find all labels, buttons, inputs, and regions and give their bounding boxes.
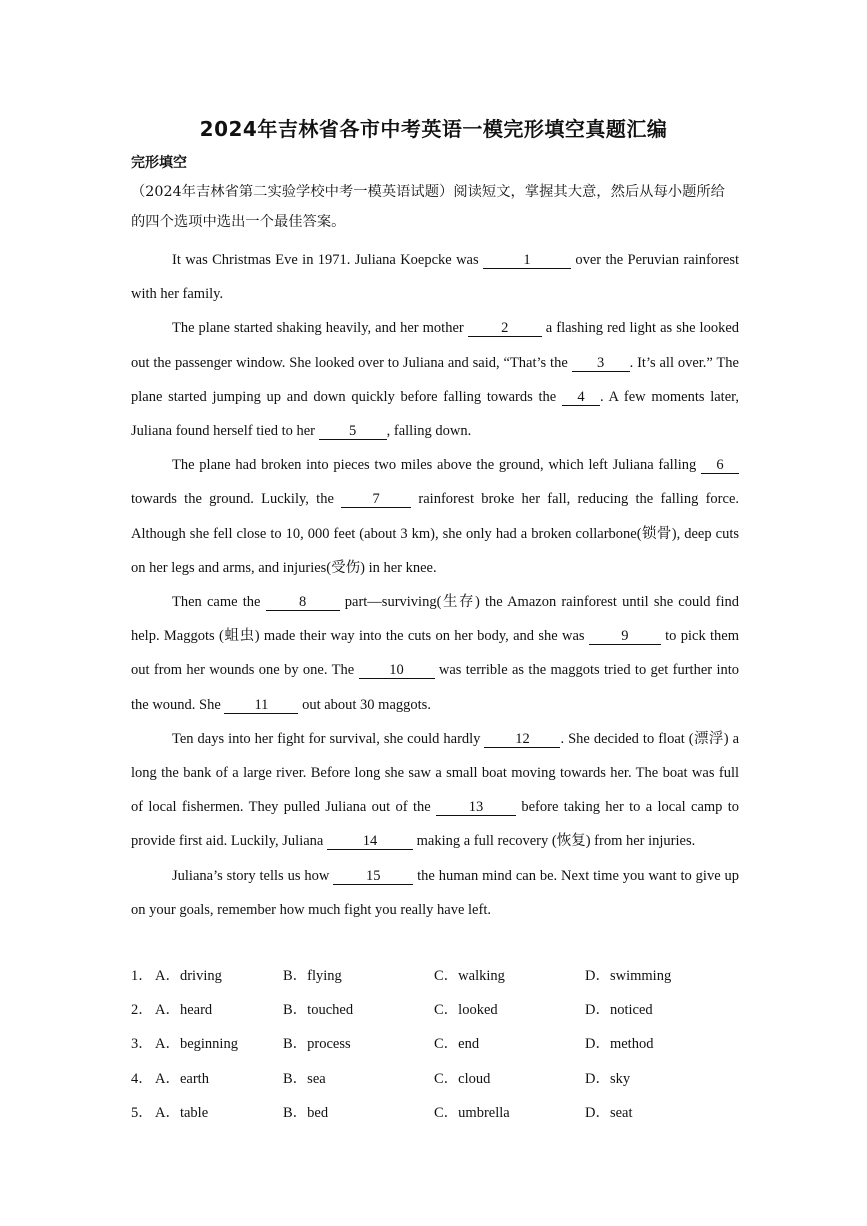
option-a: A．heard xyxy=(155,1002,213,1019)
option-d: D．noticed xyxy=(585,1002,653,1019)
passage-text: The plane started shaking heavily, and her mother xyxy=(172,320,464,337)
paragraph-1 xyxy=(131,243,739,311)
instructions: （2024年吉林省第二实验学校中考一模英语试题）阅读短文，掌握其大意，然后从每小题所给的四个选项中选出一个最佳答案。 xyxy=(131,184,725,230)
reading-passage xyxy=(131,243,739,927)
question-number: 5． xyxy=(131,1104,153,1121)
option-d: D．sky xyxy=(585,1070,631,1087)
question-number: 1． xyxy=(131,968,153,984)
passage-text: Then came the xyxy=(172,594,261,611)
passage-text: Juliana’s story tells us how xyxy=(172,867,330,884)
option-a: A．table xyxy=(155,1104,209,1121)
option-c: C．end xyxy=(434,1036,480,1053)
blank-12: 12 xyxy=(484,731,560,748)
blank-10: 10 xyxy=(359,662,435,679)
passage-text: to pick them out from her wounds one by one. The xyxy=(131,628,739,679)
blank-13: 13 xyxy=(436,799,516,816)
blank-4: 4 xyxy=(562,389,600,406)
question-number: 3． xyxy=(131,1036,153,1053)
blank-14: 14 xyxy=(327,833,413,850)
blank-8: 8 xyxy=(266,594,340,611)
option-a: A．earth xyxy=(155,1070,209,1087)
passage-text: before taking her to a local camp to provide first aid. Luckily, Juliana xyxy=(131,799,740,850)
option-b: B．touched xyxy=(283,1002,354,1019)
question-4-options xyxy=(131,1062,739,1096)
passage-text: It was Christmas Eve in 1971. Juliana Koepcke was xyxy=(172,252,479,268)
passage-text: towards the ground. Luckily, the xyxy=(131,491,334,508)
passage-text: was terrible as the maggots tried to get further into the wound. She xyxy=(131,662,740,713)
question-number: 4． xyxy=(131,1070,153,1087)
passage-text: out about 30 maggots. xyxy=(302,696,431,713)
blank-1: 1 xyxy=(483,252,571,269)
passage-text: a flashing red light as she looked out the passenger window. She looked over to Juliana and said, “That’s the xyxy=(131,320,740,371)
passage-text: . A few moments later, Juliana found herself tied to her xyxy=(131,388,740,440)
blank-3: 3 xyxy=(572,355,630,372)
paragraph-2 xyxy=(131,311,739,448)
question-number: 2． xyxy=(131,1002,153,1019)
question-3-options xyxy=(131,1027,739,1061)
question-1-options xyxy=(131,959,739,993)
option-c: C．walking xyxy=(434,968,505,984)
option-a: A．beginning xyxy=(155,1036,238,1053)
blank-6: 6 xyxy=(701,457,739,474)
passage-text: rainforest broke her fall, reducing the falling force. Although she fell close to 10, 000 feet (about 3 km), she only had a broken collarbone(锁骨), deep cuts on her legs and arms, and injuries(受伤) in her knee. xyxy=(131,491,740,576)
paragraph-4 xyxy=(131,585,739,722)
paragraph-5 xyxy=(131,722,739,859)
option-c: C．looked xyxy=(434,1002,498,1019)
blank-9: 9 xyxy=(589,628,661,645)
option-b: B．sea xyxy=(283,1070,326,1087)
section-heading: 完形填空 xyxy=(131,155,187,171)
paragraph-6 xyxy=(131,859,739,927)
passage-text: Ten days into her fight for survival, she could hardly xyxy=(172,730,481,747)
passage-text: the human mind can be. Next time you want to give up on your goals, remember how much fight you really have left. xyxy=(131,867,740,918)
passage-text: part—surviving(生存) the Amazon rainforest until she could find help. Maggots (蛆虫) made their way into the cuts on her body, and she was xyxy=(131,594,740,645)
option-d: D．swimming xyxy=(585,968,672,984)
option-a: A．driving xyxy=(155,968,222,984)
passage-text: . She decided to float (漂浮) a long the bank of a large river. Before long she saw a small boat moving towards her. The boat was full of local fishermen. They pulled Juliana out of the xyxy=(131,730,740,816)
document-title: 2024年吉林省各市中考英语一模完形填空真题汇编 xyxy=(199,117,668,141)
option-c: C．umbrella xyxy=(434,1104,510,1121)
option-c: C．cloud xyxy=(434,1070,491,1087)
option-b: B．process xyxy=(283,1036,351,1053)
blank-7: 7 xyxy=(341,491,411,508)
passage-text: The plane had broken into pieces two miles above the ground, which left Juliana falling xyxy=(172,457,697,474)
passage-text: making a full recovery (恢复) from her injuries. xyxy=(416,833,696,850)
passage-text: over the Peruvian rainforest with her family. xyxy=(131,252,739,303)
blank-2: 2 xyxy=(468,320,542,337)
paragraph-3 xyxy=(131,448,739,585)
blank-15: 15 xyxy=(333,868,413,885)
option-d: D．seat xyxy=(585,1104,633,1121)
option-b: B．flying xyxy=(283,968,342,984)
blank-11: 11 xyxy=(224,697,298,714)
passage-text: , falling down. xyxy=(386,423,472,440)
blank-5: 5 xyxy=(319,423,387,440)
question-5-options xyxy=(131,1096,739,1130)
passage-text: . It’s all over.” The plane started jumping up and down quickly before falling towards the xyxy=(131,354,739,405)
option-d: D．method xyxy=(585,1036,654,1053)
option-b: B．bed xyxy=(283,1104,329,1121)
question-2-options xyxy=(131,993,739,1027)
answer-options xyxy=(131,959,739,1130)
